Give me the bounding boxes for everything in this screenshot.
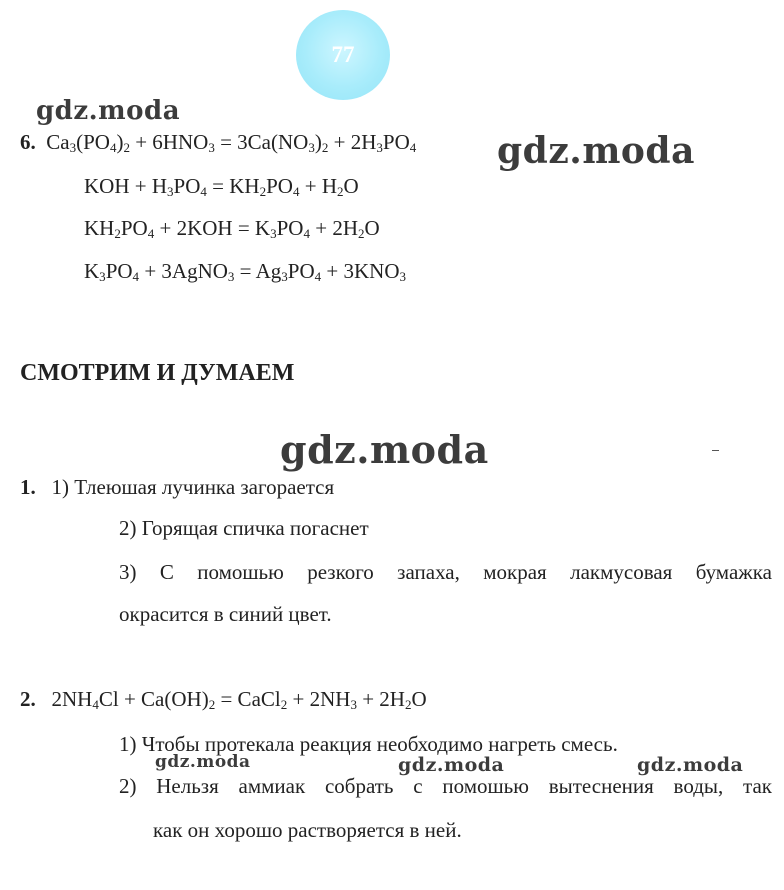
watermark: gdz.moda (155, 752, 251, 772)
task2-item2-line2: как он хорошо растворяется в ней. (153, 818, 462, 842)
watermark: gdz.moda (497, 130, 695, 172)
task1-item3-line2: окрасится в синий цвет. (119, 602, 332, 626)
task1-item1: 1) Тлеюшая лучинка загорается (51, 475, 335, 499)
watermark: gdz.moda (280, 427, 489, 472)
task1-item2: 2) Горящая спичка погаснет (119, 516, 369, 540)
stray-mark (712, 450, 719, 451)
page-number: 77 (331, 42, 355, 67)
task6-equation-4: $K_3PO_4$ + 3AgNO$_3$ = $Ag_3PO_4 + 3KNO_3$ (84, 259, 407, 284)
page-number-badge (296, 10, 390, 100)
task6-line1 (20, 132, 416, 153)
watermark: gdz.moda (36, 96, 181, 126)
section-title: СМОТРИМ И ДУМАЕМ (20, 360, 295, 386)
task2-number: 2. (20, 687, 36, 711)
task1-line1 (20, 477, 334, 498)
task1-item3-line1: 3) С помошью резкого запаха, мокрая лакмусовая бумажка (119, 560, 772, 584)
task6-number: 6. (20, 130, 36, 154)
task2-item2-line1: 2) Нельзя аммиак собрать с помошью вытеснения воды, так (119, 774, 772, 798)
task6-equation-2: KOH + $H_3PO_4 = KH_2PO_4 + H_2O$ (84, 174, 359, 199)
task6-equation-1: $Ca_3(PO_4)_2 + 6HNO_3 = 3Ca(NO_3)_2 + 2H_3PO_4$ (46, 130, 417, 155)
watermark: gdz.moda (637, 754, 744, 776)
task6-equation-3: $KH_2PO_4 + 2KOH = K_3PO_4 + 2H_2O$ (84, 216, 380, 241)
task1-number: 1. (20, 475, 36, 499)
task2-line1 (20, 689, 427, 710)
task2-item1: 1) Чтобы протекала реакция необходимо нагреть смесь. (119, 732, 618, 756)
watermark: gdz.moda (398, 754, 505, 776)
task2-equation: $2NH_4Cl + Ca(OH)_2$ = CaCl$_2$ + $2NH_3 + 2H_2O$ (51, 687, 427, 712)
